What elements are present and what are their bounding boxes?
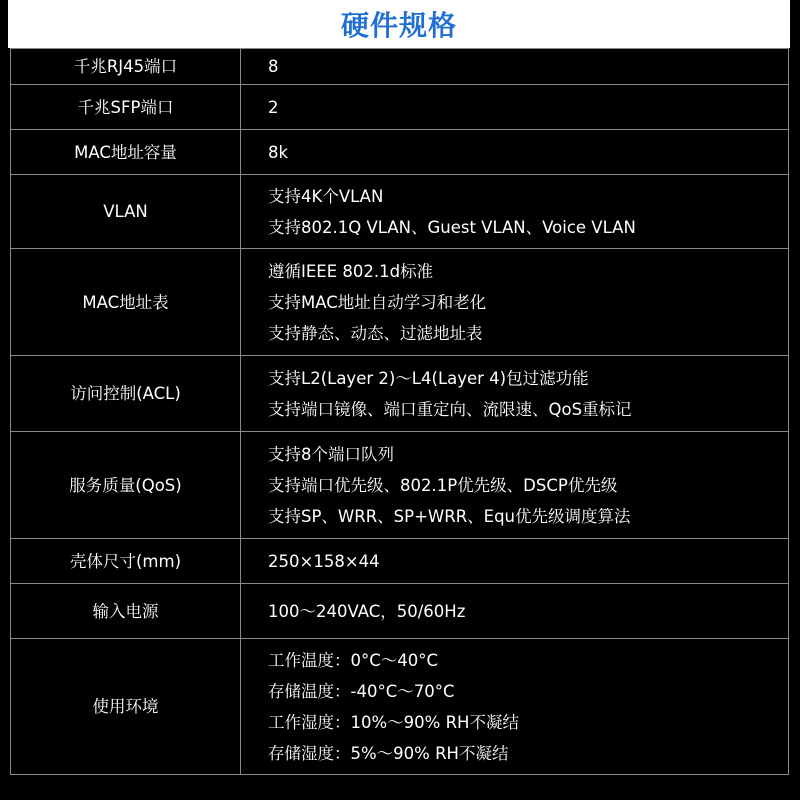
value-line: 支持4K个VLAN (268, 186, 384, 206)
row-value (241, 249, 789, 356)
value-line: 支持MAC地址自动学习和老化 (268, 292, 487, 312)
row-label: MAC地址表 (11, 249, 241, 356)
row-value (241, 175, 789, 249)
value-line: 8 (268, 57, 279, 76)
table-row (11, 175, 789, 249)
value-line: 存储温度：-40°C～70°C (268, 681, 455, 701)
value-line: 工作湿度：10%～90% RH不凝结 (268, 712, 519, 732)
table-row (11, 639, 789, 775)
table-row (11, 356, 789, 432)
value-line: 250×158×44 (268, 551, 380, 571)
value-line: 支持端口优先级、802.1P优先级、DSCP优先级 (268, 475, 618, 495)
row-label: VLAN (11, 175, 241, 249)
row-value (241, 584, 789, 639)
row-value (241, 85, 789, 130)
row-value (241, 432, 789, 539)
row-label: 服务质量(QoS) (11, 432, 241, 539)
title-bar (8, 0, 790, 48)
table-row (11, 249, 789, 356)
table-row (11, 432, 789, 539)
spec-table (10, 48, 789, 775)
row-label: 千兆RJ45端口 (11, 49, 241, 85)
value-line: 支持L2(Layer 2)～L4(Layer 4)包过滤功能 (268, 368, 589, 388)
table-row (11, 85, 789, 130)
value-line: 100～240VAC，50/60Hz (268, 601, 466, 621)
spec-table-body (11, 49, 789, 775)
value-line: 8k (268, 142, 289, 162)
table-row (11, 130, 789, 175)
table-row (11, 539, 789, 584)
value-line: 存储湿度：5%～90% RH不凝结 (268, 743, 509, 763)
table-row (11, 49, 789, 85)
row-value (241, 49, 789, 85)
row-value (241, 539, 789, 584)
value-line: 支持端口镜像、端口重定向、流限速、QoS重标记 (268, 399, 632, 419)
row-label: 使用环境 (11, 639, 241, 775)
row-label: 千兆SFP端口 (11, 85, 241, 130)
value-line: 支持8个端口队列 (268, 444, 394, 464)
value-line: 支持802.1Q VLAN、Guest VLAN、Voice VLAN (268, 217, 636, 237)
value-line: 支持静态、动态、过滤地址表 (268, 323, 483, 343)
table-row (11, 584, 789, 639)
row-label: 输入电源 (11, 584, 241, 639)
value-line: 2 (268, 97, 279, 117)
row-value (241, 639, 789, 775)
page-title: 硬件规格 (340, 9, 457, 42)
row-label: MAC地址容量 (11, 130, 241, 175)
value-line: 遵循IEEE 802.1d标准 (268, 261, 434, 281)
row-label: 访问控制(ACL) (11, 356, 241, 432)
row-label: 壳体尺寸(mm) (11, 539, 241, 584)
value-line: 工作温度：0°C～40°C (268, 650, 439, 670)
row-value (241, 356, 789, 432)
value-line: 支持SP、WRR、SP+WRR、Equ优先级调度算法 (268, 506, 631, 526)
row-value (241, 130, 789, 175)
